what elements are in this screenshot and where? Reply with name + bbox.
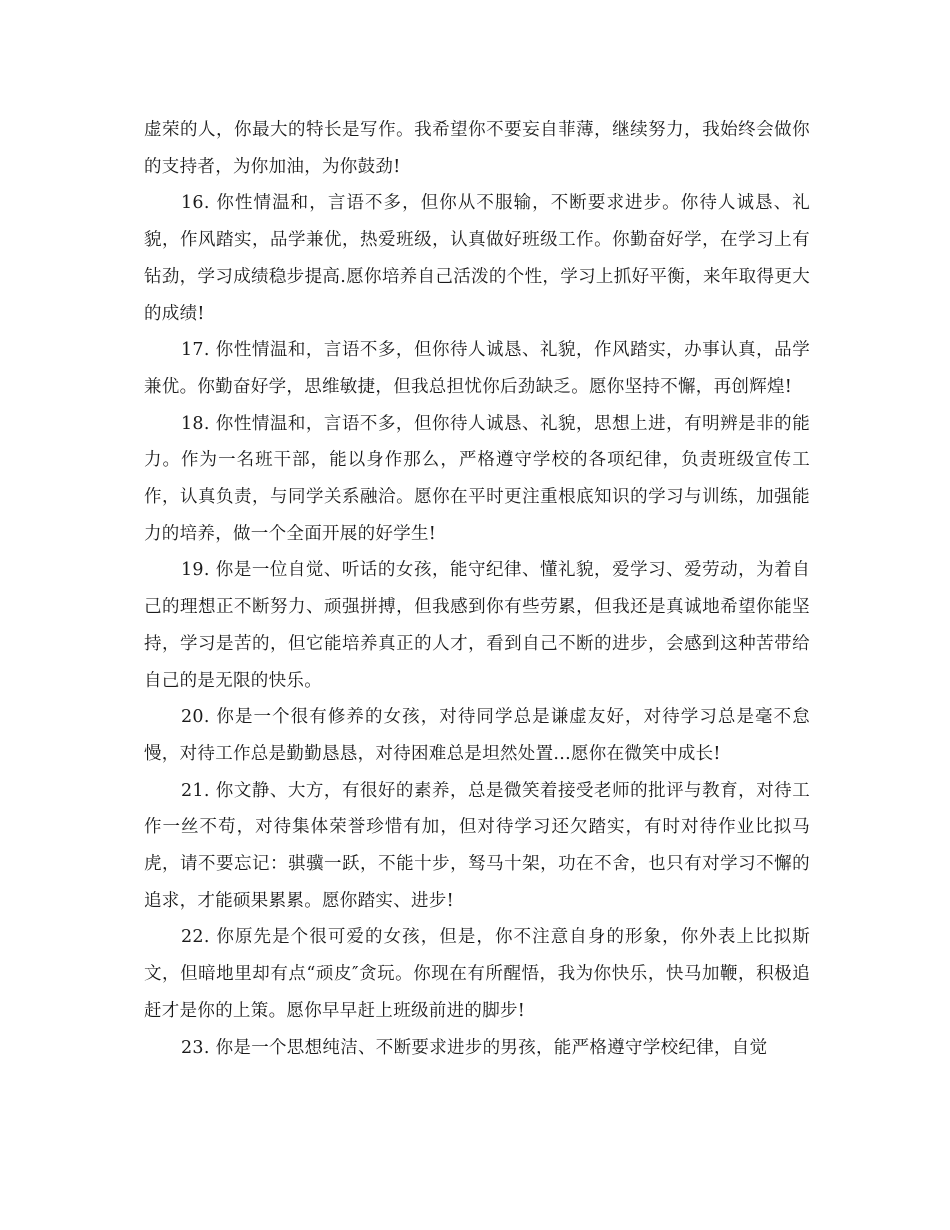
comment-18: 18. 你性情温和，言语不多，但你待人诚恳、礼貌，思想上进，有明辨是非的能力。作为一名班干部，能以身作那么，严格遵守学校的各项纪律，负责班级宣传工作，认真负责，与同学关系融洽。愿你在平时更注重根底知识的学习与训练，加强能力的培养，做一个全面开展的好学生! bbox=[144, 413, 810, 544]
text-column bbox=[144, 112, 810, 1066]
comment-20: 20. 你是一个很有修养的女孩，对待同学总是谦虚友好，对待学习总是毫不怠慢，对待工作总是勤勤恳恳，对待困难总是坦然处置...愿你在微笑中成长! bbox=[144, 707, 810, 764]
comment-21: 21. 你文静、大方，有很好的素养，总是微笑着接受老师的批评与教育，对待工作一丝不苟，对待集体荣誉珍惜有加，但对待学习还欠踏实，有时对待作业比拟马虎，请不要忘记：骐骥一跃，不能十步，驽马十架，功在不舍，也只有对学习不懈的追求，才能硕果累累。愿你踏实、进步! bbox=[144, 780, 810, 911]
comment-22: 22. 你原先是个很可爱的女孩，但是，你不注意自身的形象，你外表上比拟斯文，但暗地里却有点“顽皮″贪玩。你现在有所醒悟，我为你快乐，快马加鞭，积极追赶才是你的上策。愿你早早赶上班级前进的脚步! bbox=[144, 927, 810, 1021]
comment-16: 16. 你性情温和，言语不多，但你从不服输，不断要求进步。你待人诚恳、礼貌，作风踏实，品学兼优，热爱班级，认真做好班级工作。你勤奋好学，在学习上有钻劲，学习成绩稳步提高.愿你培养自己活泼的个性，学习上抓好平衡，来年取得更大的成绩! bbox=[144, 193, 810, 324]
comment-19: 19. 你是一位自觉、听话的女孩，能守纪律、懂礼貌，爱学习、爱劳动，为着自己的理想正不断努力、顽强拼搏，但我感到你有些劳累，但我还是真诚地希望你能坚持，学习是苦的，但它能培养真正的人才，看到自己不断的进步，会感到这种苦带给自己的是无限的快乐。 bbox=[144, 560, 810, 691]
paragraph-continuation: 虚荣的人，你最大的特长是写作。我希望你不要妄自菲薄，继续努力，我始终会做你的支持者，为你加油，为你鼓劲! bbox=[144, 120, 810, 177]
comment-23: 23. 你是一个思想纯洁、不断要求进步的男孩，能严格遵守学校纪律，自觉 bbox=[181, 1037, 768, 1058]
comment-17: 17. 你性情温和，言语不多，但你待人诚恳、礼貌，作风踏实，办事认真，品学兼优。你勤奋好学，思维敏捷，但我总担忧你后劲缺乏。愿你坚持不懈，再创辉煌! bbox=[144, 340, 810, 397]
